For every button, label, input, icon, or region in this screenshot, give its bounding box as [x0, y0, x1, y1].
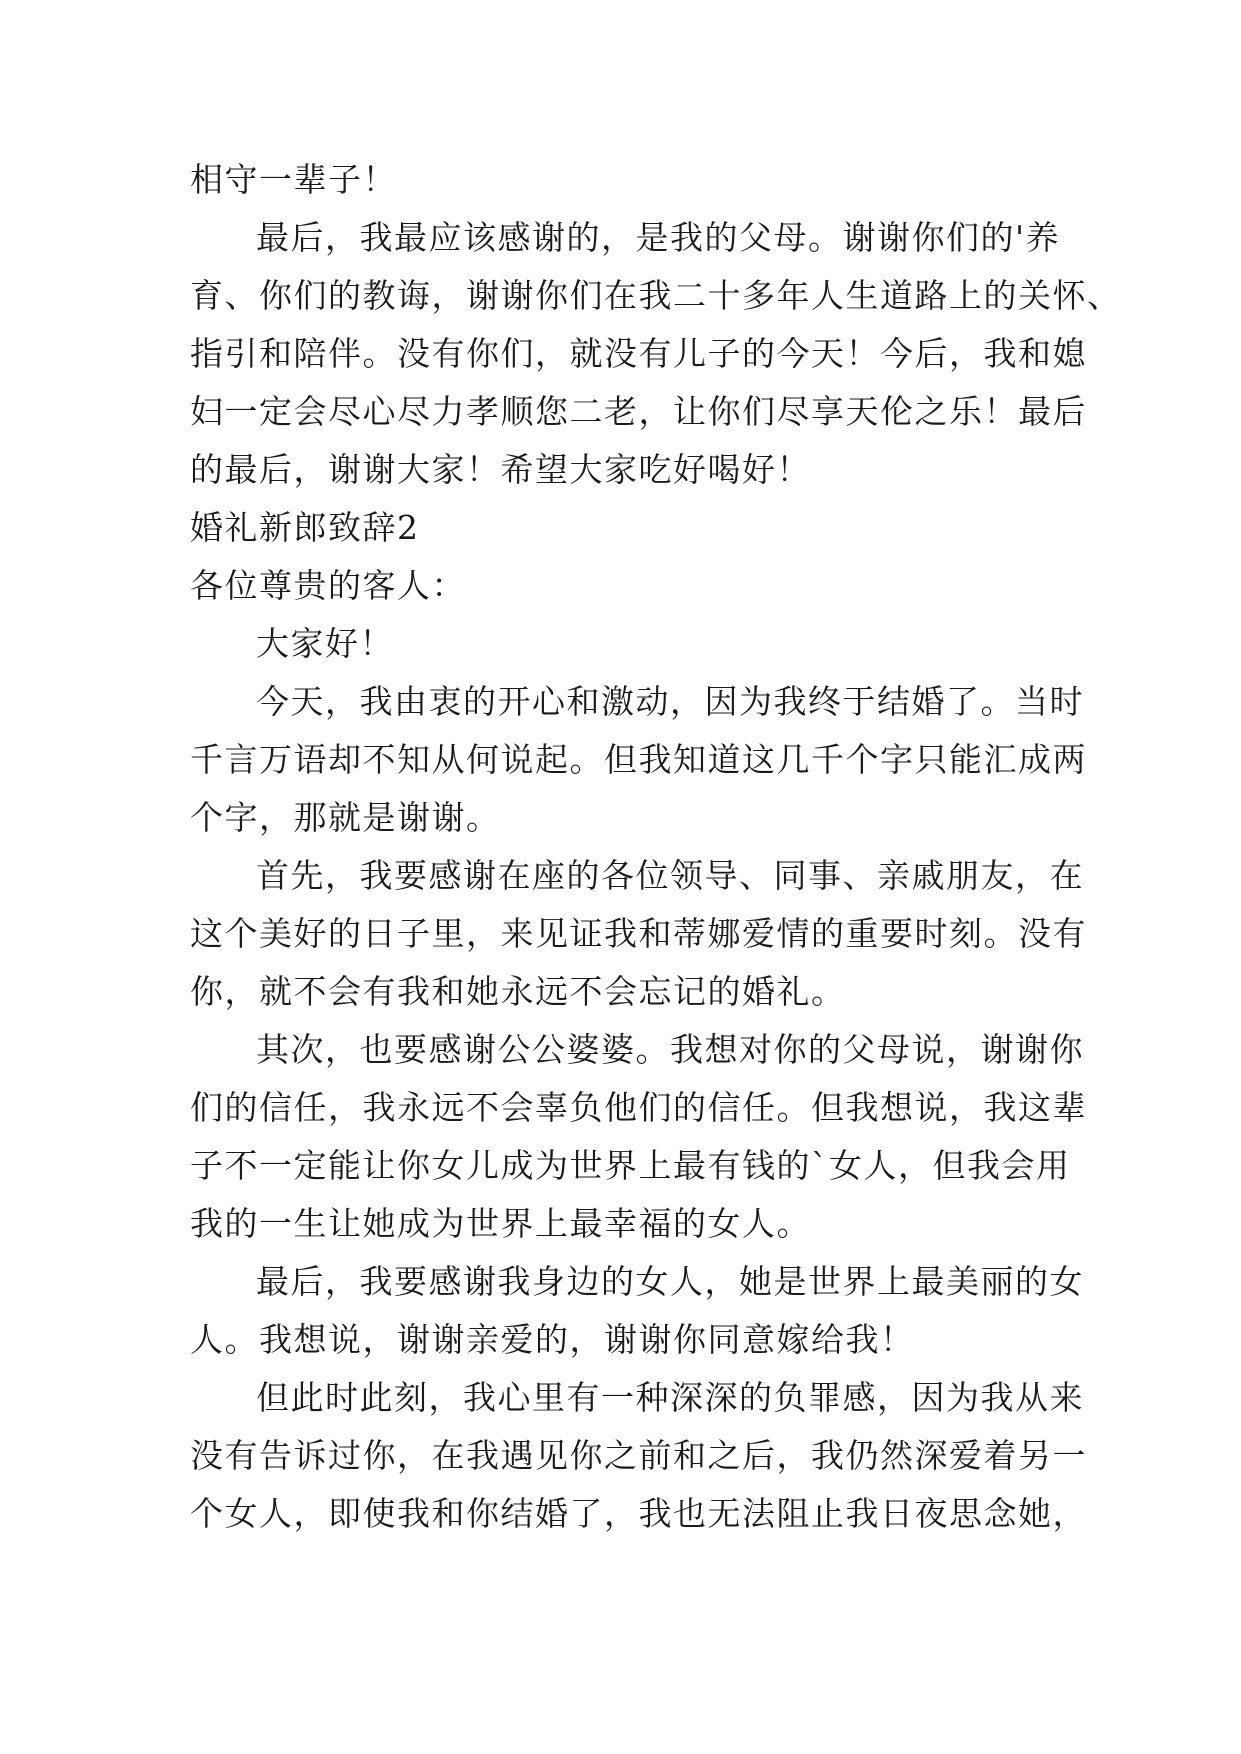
text-line: 人。我想说，谢谢亲爱的，谢谢你同意嫁给我！	[190, 1320, 915, 1359]
text-line: 我的一生让她成为世界上最幸福的女人。	[190, 1204, 811, 1243]
salutation: 各位尊贵的客人：	[190, 566, 466, 605]
text-line: 首先，我要感谢在座的各位领导、同事、亲戚朋友，在	[256, 856, 1084, 895]
text-line: 们的信任，我永远不会辜负他们的信任。但我想说，我这辈	[190, 1088, 1087, 1127]
text-line: 个字，那就是谢谢。	[190, 798, 501, 837]
text-line: 个女人，即使我和你结婚了，我也无法阻止我日夜思念她，	[190, 1494, 1087, 1533]
text-line: 的最后，谢谢大家！希望大家吃好喝好！	[190, 450, 811, 489]
text-line: 最后，我最应该感谢的，是我的父母。谢谢你们的'养	[256, 218, 1061, 257]
text-line: 没有告诉过你，在我遇见你之前和之后，我仍然深爱着另一	[190, 1436, 1087, 1475]
text-line: 但此时此刻，我心里有一种深深的负罪感，因为我从来	[256, 1378, 1084, 1417]
text-line: 其次，也要感谢公公婆婆。我想对你的父母说，谢谢你	[256, 1030, 1084, 1069]
text-line: 千言万语却不知从何说起。但我知道这几千个字只能汇成两	[190, 740, 1087, 779]
text-line: 妇一定会尽心尽力孝顺您二老，让你们尽享天伦之乐！最后	[190, 392, 1087, 431]
text-line: 今天，我由衷的开心和激动，因为我终于结婚了。当时	[256, 682, 1084, 721]
text-line: 指引和陪伴。没有你们，就没有儿子的今天！今后，我和媳	[190, 334, 1087, 373]
greeting: 大家好！	[256, 624, 394, 663]
text-line: 子不一定能让你女儿成为世界上最有钱的`女人，但我会用	[190, 1146, 1071, 1185]
text-line: 这个美好的日子里，来见证我和蒂娜爱情的重要时刻。没有	[190, 914, 1087, 953]
text-line: 相守一辈子！	[190, 160, 397, 199]
text-line: 最后，我要感谢我身边的女人，她是世界上最美丽的女	[256, 1262, 1084, 1301]
section-heading: 婚礼新郎致辞2	[190, 508, 420, 547]
text-line: 你，就不会有我和她永远不会忘记的婚礼。	[190, 972, 846, 1011]
text-line: 育、你们的教诲，谢谢你们在我二十多年人生道路上的关怀、	[190, 276, 1122, 315]
